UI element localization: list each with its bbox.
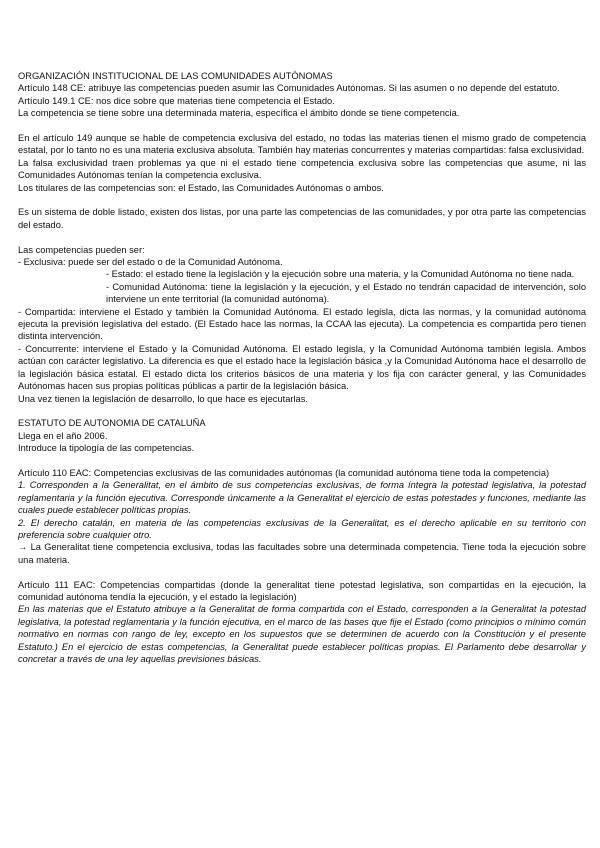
paragraph: Introduce la tipología de las competencias. [18,443,195,454]
section-estatuto [18,417,586,665]
article-quote: En las materias que el Estatuto atribuye a la Generalitat de forma compartida con el Estado, corresponden a la Generalitat la potestad legislativa, la potestad reglamentaria y la función ejecutiva, en el marco de las bases que fije el Estado (como principios o mínimo común normativo en normas con rango de ley, excepto en los supuestos que se determinen de acuerdo con la Constitución y el presente Estatuto.) En el ejercicio de estas competencias, la Generalitat puede establecer políticas propias. El Parlamento debe desarrollar y concretar a través de una ley aquellas previsiones básicas. [18,604,586,664]
paragraph: Artículo 148 CE: atribuye las competencias pueden asumir las Comunidades Autónomas. Si las asumen o no depende del estatuto. [18,83,560,94]
paragraph: Artículo 149.1 CE: nos dice sobre que materias tiene competencia el Estado. [18,95,335,106]
paragraph: En el artículo 149 aunque se hable de competencia exclusiva del estado, no todas las materias tienen el mismo grado de competencia estatal, por lo tanto no es una materia exclusiva absoluta. También hay materias concurrentes y materias compartidas: falsa exclusividad. [18,133,586,156]
sub-list-item: - Estado: el estado tiene la legislación y la ejecución sobre una materia, y la Comunidad Autónoma no tiene nada. [106,269,575,280]
section-organizacion [18,70,586,405]
list-item: - Exclusiva: puede ser del estado o de la Comunidad Autónoma. [18,257,283,268]
paragraph: La competencia se tiene sobre una determinada materia, específica el ámbito donde se tiene competencia. [18,108,460,119]
list-intro: Las competencias pueden ser: [18,244,145,255]
paragraph: La falsa exclusividad traen problemas ya que ni el estado tiene competencia exclusiva sobre las competencias que asume, ni las Comunidades Autónomas tenían la competencia exclusiva. [18,157,586,181]
article-quote: 2. El derecho catalán, en materia de las competencias exclusivas de la Generalitat, es el derecho aplicable en su territorio con preferencia sobre cualquier otro. [18,517,586,540]
paragraph: Los titulares de las competencias son: el Estado, las Comunidades Autónomas o ambos. [18,182,384,193]
article-title: Artículo 111 EAC: Competencias compartidas (donde la generalitat tiene potestad legislativa, son compartidas en la ejecución, la comunidad autónoma tendía la ejecución, y el estado la legislación) [18,579,586,602]
paragraph: → La Generalitat tiene competencia exclusiva, todas las facultades sobre una determinada competencia. Tiene toda la ejecución sobre una materia. [18,542,586,565]
paragraph: Una vez tienen la legislación de desarrollo, lo que hace es ejecutarlas. [18,393,308,404]
list-item: - Compartida: interviene el Estado y también la Comunidad Autónoma. El estado legisla, dicta las normas, y la comunidad autónoma ejecuta la previsión legislativa del estado. (El Estado hace las normas, la CCAA las ejecuta). La competencia es compartida pero tienen distinta intervención. [18,306,586,342]
section-heading: ESTATUTO DE AUTONOMIA DE CATALUÑA [18,418,206,429]
sub-list-item: - Comunidad Autónoma: tiene la legislación y la ejecución, y el Estado no tendrán capacidad de intervención, solo interviene un ente territorial (la comunidad autónoma). [106,281,586,305]
paragraph: Es un sistema de doble listado, existen dos listas, por una parte las competencias de las comunidades, y por otra parte las competencias del estado. [18,207,586,230]
list-item: - Concurrente: interviene el Estado y la Comunidad Autónoma. El estado legisla, y la Comunidad Autónoma también legisla. Ambos actúan con carácter legislativo. La diferencia es que el estado hace la legislación básica ,y la Comunidad Autónoma hace el desarrollo de la legislación básica estatal. El estado dicta los criterios básicos de una materia y los fija con carácter general, y las Comunidades Autónomas hacen sus propias políticas públicas a partir de la legislación básica. [18,343,586,392]
article-title: Artículo 110 EAC: Competencias exclusivas de las comunidades autónomas (la comunidad autónoma tiene toda la competencia) [18,467,550,478]
section-heading: ORGANIZACIÓN INSTITUCIONAL DE LAS COMUNIDADES AUTÓNOMAS [18,71,333,81]
article-quote: 1. Corresponden a la Generalitat, en el ámbito de sus competencias exclusivas, de forma íntegra la potestad legislativa, la potestad reglamentaria y la función ejecutiva. Corresponde únicamente a la Generalitat el ejercicio de estas potestades y funciones, mediante las cuales puede establecer políticas propias. [18,480,586,516]
paragraph: Llega en el año 2006. [18,430,108,441]
